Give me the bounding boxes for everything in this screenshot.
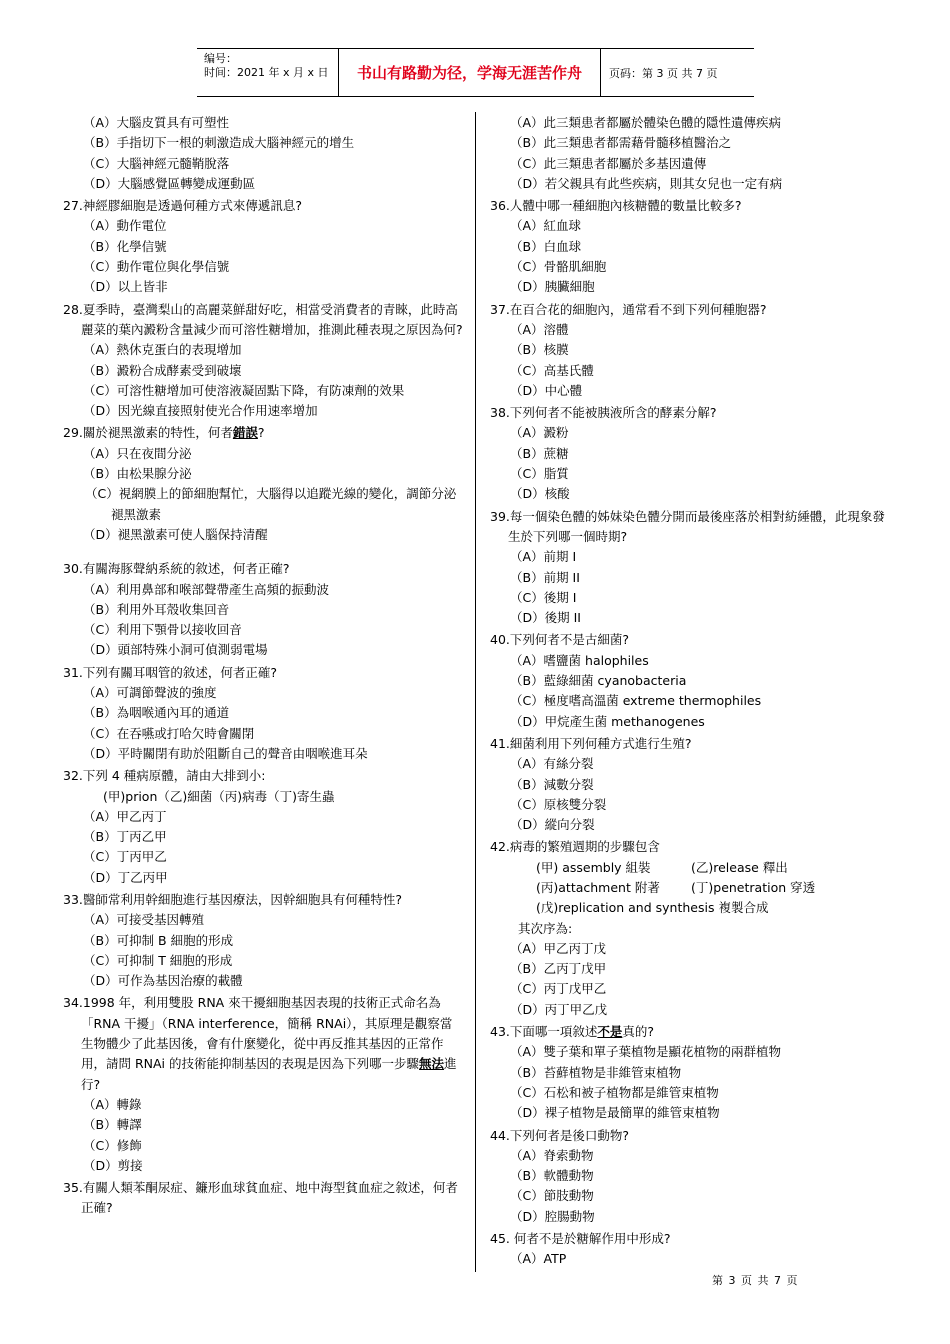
option: （C）修飾 — [83, 1137, 142, 1153]
option: （C）高基氏體 — [510, 362, 594, 378]
stem-text: 真的? — [622, 1024, 655, 1040]
question-43 — [490, 1022, 890, 1123]
option: （D）核酸 — [510, 486, 570, 502]
stem-text: 43.下面哪一項敘述 — [490, 1024, 598, 1040]
option: （B）化學信號 — [83, 238, 167, 254]
question-28 — [63, 300, 463, 422]
question-stem: 45. 何者不是於糖解作用中形成? — [490, 1231, 671, 1247]
question-stem: 36.人體中哪一種細胞內核糖體的數量比較多? — [490, 198, 742, 214]
step-item: (丙)attachment 附著 — [536, 879, 660, 895]
stem-text: 29.關於褪黑激素的特性，何者 — [63, 425, 233, 441]
question-stem: 44.下列何者是後口動物? — [490, 1127, 630, 1143]
option: （D）腔腸動物 — [510, 1208, 595, 1224]
option: （C）丁丙甲乙 — [83, 849, 167, 865]
question-stem: 38.下列何者不能被胰液所含的酵素分解? — [490, 405, 717, 421]
option: （D）平時關閉有助於阻斷自己的聲音由咽喉進耳朵 — [83, 745, 368, 761]
question-34 — [63, 993, 463, 1176]
option: （A）動作電位 — [83, 218, 167, 234]
header-motto: 书山有路勤为径，学海无涯苦作舟 — [339, 49, 601, 96]
option: （A）熱休克蛋白的表現增加 — [83, 342, 242, 358]
option: （C）利用下顎骨以接收回音 — [83, 622, 242, 638]
question-stem: 41.細菌利用下列何種方式進行生殖? — [490, 735, 692, 751]
option: （A）前期 I — [510, 549, 577, 565]
option: （C）丙丁戊甲乙 — [510, 981, 607, 997]
option: （C）在吞嚥或打哈欠時會關閉 — [83, 725, 255, 741]
step-item: (乙)release 釋出 — [691, 859, 788, 875]
option: （C）可抑制 T 細胞的形成 — [83, 952, 233, 968]
question-stem — [63, 993, 463, 1094]
option: （C）骨骼肌細胞 — [510, 259, 607, 275]
option: （A）只在夜間分泌 — [83, 445, 192, 461]
option: （A）脊索動物 — [510, 1147, 594, 1163]
option: （B）轉譯 — [83, 1117, 142, 1133]
left-column — [63, 113, 463, 1219]
option: （B）丁丙乙甲 — [83, 829, 167, 845]
option: （B）減數分裂 — [510, 776, 594, 792]
question-stem — [490, 1022, 890, 1042]
stem-emphasis: 無法 — [419, 1056, 445, 1072]
option: （C）可溶性糖增加可使溶液凝固點下降，有防凍劑的效果 — [83, 382, 405, 398]
question-41 — [490, 734, 890, 835]
option: （D）以上皆非 — [83, 279, 168, 295]
option: （C）此三類患者都屬於多基因遺傳 — [510, 155, 707, 171]
option: （A）雙子葉和單子葉植物是顯花植物的兩群植物 — [510, 1044, 782, 1060]
question-40 — [490, 630, 890, 731]
option: （A）可接受基因轉殖 — [83, 912, 205, 928]
question-44 — [490, 1126, 890, 1227]
question-stem: 39.每一個染色體的姊妹染色體分開而最後座落於相對紡綞體，此現象發生於下列哪一個時期? — [490, 508, 885, 544]
header-time-label: 时间：2021 年 x 月 x 日 — [204, 66, 329, 79]
question-stem: 40.下列何者不是古細菌? — [490, 632, 630, 648]
page-footer: 第 3 页 共 7 页 — [712, 1274, 799, 1287]
question-stem: 32.下列 4 種病原體，請由大排到小: — [63, 768, 266, 784]
question-stem: 31.下列有關耳咽管的敘述，何者正確? — [63, 664, 278, 680]
option: （B）藍綠細菌 cyanobacteria — [510, 673, 687, 689]
option: （C）原核雙分裂 — [510, 796, 607, 812]
option: （A）嗜鹽菌 halophiles — [510, 652, 649, 668]
option: （C）脂質 — [510, 466, 569, 482]
question-stem: 28.夏季時，臺灣梨山的高麗菜鮮甜好吃，相當受消費者的青睞，此時高麗菜的葉內澱粉含量減少而可溶性糖增加，推測此種表現之原因為何? — [63, 301, 463, 337]
option: （B）澱粉合成酵素受到破壞 — [83, 362, 242, 378]
question-37 — [490, 300, 890, 401]
question-26-options — [63, 113, 463, 194]
header-page-info: 页码：第 3 页 共 7 页 — [609, 66, 718, 80]
option: （C）視網膜上的節細胞幫忙，大腦得以追蹤光線的變化，調節分泌褪黑激素 — [85, 486, 457, 522]
option: （D）可作為基因治療的載體 — [83, 973, 243, 989]
option: （D）丙丁甲乙戊 — [510, 1001, 608, 1017]
option: （A）甲乙丙丁 — [83, 808, 167, 824]
option: （D）褪黑激素可使人腦保持清醒 — [83, 526, 268, 542]
option: （D）因光線直接照射使光合作用速率增加 — [83, 403, 318, 419]
question-stem — [63, 423, 463, 443]
option: （C）節肢動物 — [510, 1188, 594, 1204]
question-30 — [63, 559, 463, 660]
option: （B）此三類患者都需藉骨髓移植醫治之 — [510, 135, 732, 151]
question-27 — [63, 196, 463, 297]
stem-text: ? — [257, 425, 265, 441]
option: （A）可調節聲波的強度 — [83, 685, 217, 701]
option: （C）石松和被子植物都是維管束植物 — [510, 1084, 719, 1100]
step-row — [490, 878, 890, 898]
option: （A）有絲分裂 — [510, 756, 594, 772]
option: （D）丁乙丙甲 — [83, 869, 168, 885]
column-divider — [475, 112, 476, 1272]
stem-emphasis: 錯誤 — [232, 425, 258, 441]
option: （D）頭部特殊小洞可偵測弱電場 — [83, 642, 268, 658]
option: （B）乙丙丁戊甲 — [510, 961, 607, 977]
right-column — [490, 113, 890, 1270]
option: （A）甲乙丙丁戊 — [510, 940, 607, 956]
option: （D）後期 II — [510, 610, 581, 626]
option: （B）白血球 — [510, 238, 582, 254]
option: （C）大腦神經元髓鞘脫落 — [83, 155, 230, 171]
option: （A）轉錄 — [83, 1096, 142, 1112]
header-number-label: 编号： — [204, 52, 237, 65]
step-row: (戊)replication and synthesis 複製合成 — [536, 900, 769, 916]
question-31 — [63, 663, 463, 764]
page-header — [197, 48, 754, 97]
option: （C）極度嗜高溫菌 extreme thermophiles — [510, 693, 762, 709]
question-45 — [490, 1229, 890, 1270]
option: （B）核膜 — [510, 342, 569, 358]
question-stem: 42.病毒的繁殖週期的步驟包含 — [490, 839, 660, 855]
question-substem: (甲)prion（乙)細菌（丙)病毒（丁)寄生蟲 — [103, 788, 335, 804]
option: （B）可抑制 B 細胞的形成 — [83, 932, 234, 948]
header-meta — [197, 49, 339, 96]
question-33 — [63, 890, 463, 991]
question-35-options — [490, 113, 890, 194]
option: （B）蔗糖 — [510, 445, 569, 461]
question-stem: 33.醫師常利用幹細胞進行基因療法，因幹細胞具有何種特性? — [63, 891, 403, 907]
option: （D）甲烷產生菌 methanogenes — [510, 713, 705, 729]
question-35 — [63, 1178, 463, 1219]
question-32 — [63, 766, 463, 888]
step-row — [490, 858, 890, 878]
option: （A）此三類患者都屬於體染色體的隱性遺傳疾病 — [510, 115, 782, 130]
question-stem: 30.有關海豚聲納系統的敘述，何者正確? — [63, 561, 290, 577]
question-42 — [490, 837, 890, 1020]
option: （B）手指切下一根的刺激造成大腦神經元的增生 — [83, 135, 355, 151]
question-39 — [490, 507, 890, 629]
stem-emphasis: 不是 — [597, 1024, 623, 1040]
option: （B）前期 II — [510, 569, 580, 585]
option: （C）後期 I — [510, 589, 577, 605]
option: （D）剪接 — [83, 1157, 143, 1173]
option: （A）ATP — [510, 1251, 567, 1267]
question-stem: 35.有關人類苯酮尿症、鐮形血球貧血症、地中海型貧血症之敘述，何者正確? — [63, 1180, 458, 1216]
question-29 — [63, 423, 463, 545]
option: （B）由松果腺分泌 — [83, 466, 192, 482]
sequence-label: 其次序為: — [518, 920, 573, 936]
option: （D）裸子植物是最簡單的維管束植物 — [510, 1105, 720, 1121]
option: （A）紅血球 — [510, 218, 582, 234]
option: （C）動作電位與化學信號 — [83, 259, 230, 275]
option: （B）苔蘚植物是非維管束植物 — [510, 1064, 682, 1080]
option: （B）軟體動物 — [510, 1168, 594, 1184]
option: （A）大腦皮質具有可塑性 — [83, 115, 230, 130]
step-item: (丁)penetration 穿透 — [691, 879, 816, 895]
option: （D）縱向分裂 — [510, 817, 595, 833]
question-36 — [490, 196, 890, 297]
option: （A）澱粉 — [510, 425, 569, 441]
question-stem: 27.神經膠細胞是透過何種方式來傳遞訊息? — [63, 198, 303, 214]
question-stem: 37.在百合花的細胞內，通常看不到下列何種胞器? — [490, 301, 767, 317]
step-item: (甲) assembly 組裝 — [536, 859, 651, 875]
stem-text: 34.1998 年，利用雙股 RNA 來干擾細胞基因表現的技術正式命名為「RNA 干擾」（RNA interference，簡稱 RNAi），其原理是觀察當生物體少了此基因後，會有什麼變化，從中再反推其基因的正常作用，請問 RNAi 的技術能抑制基因的表現是因為下列哪一步驟 — [63, 995, 453, 1072]
option: （D）中心體 — [510, 382, 583, 398]
option: （D）胰臟細胞 — [510, 279, 595, 295]
stem-text: 進行? — [81, 1056, 457, 1092]
option: （A）利用鼻部和喉部聲帶產生高頻的振動波 — [83, 581, 330, 597]
question-38 — [490, 403, 890, 504]
option: （D）若父親具有此些疾病，則其女兒也一定有病 — [510, 175, 783, 191]
option: （A）溶體 — [510, 321, 569, 337]
option: （D）大腦感覺區轉變成運動區 — [83, 175, 256, 191]
option: （B）利用外耳殼收集回音 — [83, 601, 230, 617]
option: （B）為咽喉通內耳的通道 — [83, 705, 230, 721]
